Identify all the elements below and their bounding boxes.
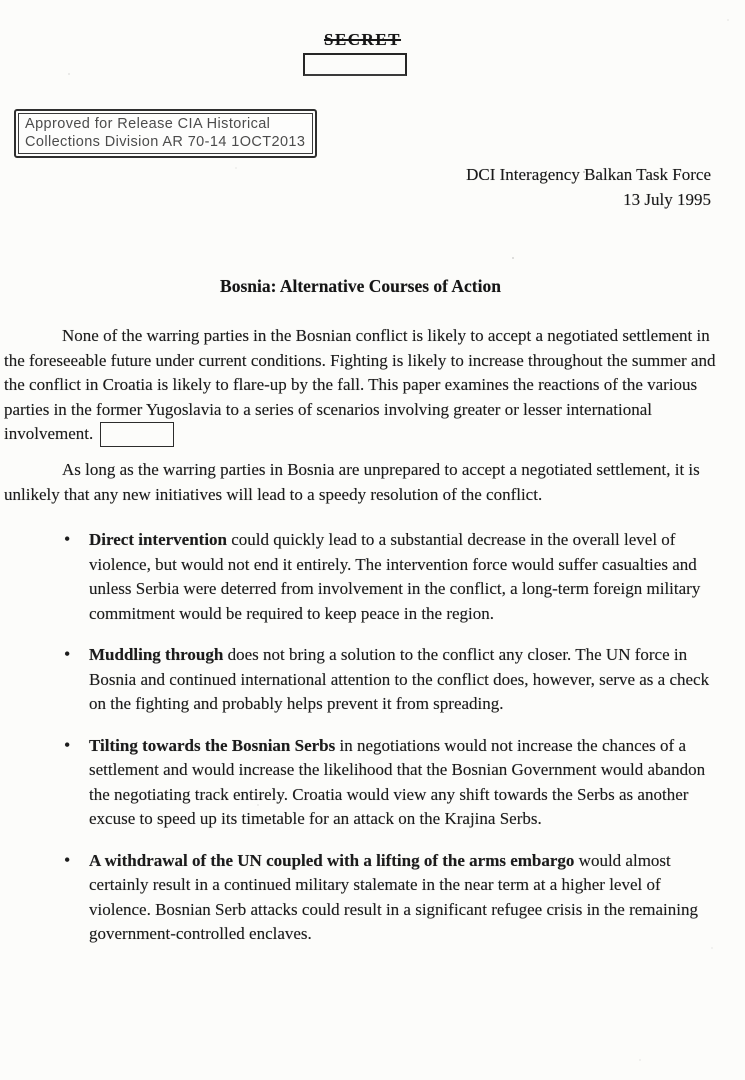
paragraph-introduction	[4, 324, 719, 447]
bullet-icon: •	[64, 644, 71, 664]
bullet-lead-direct-intervention: Direct intervention	[89, 530, 228, 549]
list-item	[62, 734, 711, 832]
approval-stamp-line2: Collections Division AR 70-14 1OCT2013	[25, 134, 306, 150]
bullet-lead-tilting-towards-serbs: Tilting towards the Bosnian Serbs	[89, 735, 336, 755]
list-item	[62, 528, 711, 626]
inline-redaction-box	[100, 422, 174, 447]
issuing-organization: DCI Interagency Balkan Task Force	[466, 165, 711, 184]
course-of-action-list	[62, 528, 711, 947]
bullet-icon: •	[64, 529, 71, 549]
document-body	[4, 324, 719, 964]
approval-release-stamp-text	[18, 113, 313, 154]
list-item	[62, 849, 711, 947]
classification-redaction-box	[303, 53, 407, 76]
classification-stamp-text: SECRET	[323, 30, 402, 49]
bullet-lead-muddling-through: Muddling through	[89, 645, 224, 664]
bullet-text: would almost certainly result in a continued military stalemate in the near term at a higher level of violence. Bosnian Serb attacks could result in a significant refugee crisis in the remaining government-controlled enclaves.	[89, 850, 698, 943]
classification-stamp	[0, 30, 735, 50]
document-title: Bosnia: Alternative Courses of Action	[220, 276, 501, 296]
bullet-icon: •	[64, 734, 71, 755]
approval-release-stamp	[14, 109, 317, 158]
list-item	[62, 643, 711, 717]
document-header	[466, 162, 711, 212]
bullet-text: could quickly lead to a substantial decrease in the overall level of violence, but would not end it entirely. The intervention force would suffer casualties and unless Serbia were deterred from involvement in the conflict, a long-term foreign military commitment would be required to keep peace in the region.	[89, 530, 701, 623]
paragraph-assessment: As long as the warring parties in Bosnia are unprepared to accept a negotiated settlement, it is unlikely that any new initiatives will lead to a speedy resolution of the conflict.	[4, 460, 700, 504]
paragraph-introduction-text: None of the warring parties in the Bosnian conflict is likely to accept a negotiated settlement in the foreseeable future under current conditions. Fighting is likely to increase throughout the summer and the conflict in Croatia is likely to flare-up by the fall. This paper examines the reactions of the various parties in the former Yugoslavia to a series of scenarios involving greater or lesser international involvement.	[4, 326, 716, 443]
bullet-icon: •	[64, 849, 71, 870]
bullet-lead-un-withdrawal-arms-embargo: A withdrawal of the UN coupled with a lifting of the arms embargo	[89, 850, 575, 870]
bullet-text: in negotiations would not increase the chances of a settlement and would increase the likelihood that the Bosnian Government would abandon the negotiating track entirely. Croatia would view any shift towards the Serbs as another excuse to speed up its timetable for an attack on the Krajina Serbs.	[89, 735, 706, 828]
document-date: 13 July 1995	[623, 190, 711, 209]
bullet-text: does not bring a solution to the conflict any closer. The UN force in Bosnia and continued international attention to the conflict does, however, serve as a check on the fighting and probably helps prevent it from spreading.	[89, 645, 710, 713]
approval-stamp-line1: Approved for Release CIA Historical	[25, 116, 271, 132]
